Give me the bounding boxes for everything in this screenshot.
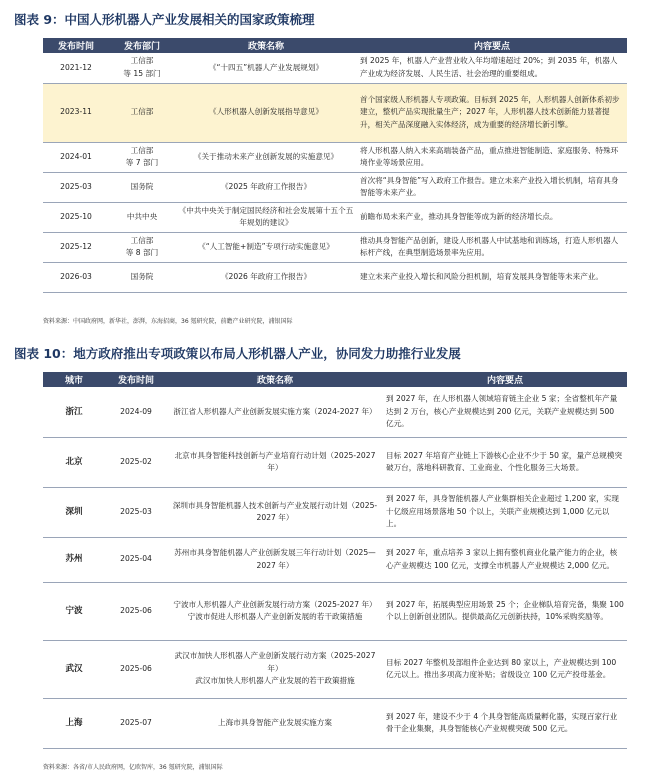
row-dept: 国务院 [109,172,175,202]
row-dept: 中共中央 [109,202,175,232]
table-row [43,262,627,292]
row-content: 到 2027 年，在人形机器人领域培育链主企业 5 家；全省整机年产量达到 2 万台，核心产业规模达到 200 亿元，关联产业规模达到 500 亿元。 [383,387,627,437]
header-policy-name: 政策名称 [167,372,383,387]
row-policy-name: 《人形机器人创新发展指导意见》 [175,83,357,142]
row-city: 上海 [43,698,105,748]
header-date: 发布时间 [105,372,167,387]
table-row [43,640,627,698]
row-date: 2025-04 [105,537,167,582]
row-content: 首个国家级人形机器人专项政策。目标到 2025 年，人形机器人创新体系初步建立，整机产品实现批量生产；2027 年，人形机器人技术创新能力显著提升，相关产品深度融入实体经济，成为重要的经济增长新引擎。 [357,83,627,142]
row-date: 2023-11 [43,83,109,142]
row-city: 宁波 [43,582,105,640]
header-policy-name: 政策名称 [175,38,357,53]
row-date: 2024-09 [105,387,167,437]
row-city: 深圳 [43,487,105,537]
row-policy-name: 《“人工智能+制造”专项行动实施意见》 [175,232,357,262]
national-policy-table [43,38,627,293]
row-city: 武汉 [43,640,105,698]
row-policy-name: 武汉市加快人形机器人产业创新发展行动方案（2025-2027 年） 武汉市加快人形机器人产业发展的若干政策措施 [167,640,383,698]
row-date: 2025-03 [105,487,167,537]
row-date: 2026-03 [43,262,109,292]
row-date: 2025-10 [43,202,109,232]
row-city: 浙江 [43,387,105,437]
row-date: 2021-12 [43,53,109,83]
row-content: 将人形机器人纳入未来高端装备产品，重点推进智能制造、家庭服务、特殊环境作业等场景应用。 [357,142,627,172]
row-content: 到 2027 年，具身智能机器人产业集群相关企业超过 1,200 家，实现十亿级应用场景落地 50 个以上，关联产业规模达到 1,000 亿元以上。 [383,487,627,537]
row-policy-name: 浙江省人形机器人产业创新发展实施方案（2024-2027 年） [167,387,383,437]
row-policy-name: 《中共中央关于制定国民经济和社会发展第十五个五年规划的建议》 [175,202,357,232]
row-date: 2024-01 [43,142,109,172]
row-policy-name: 《“十四五”机器人产业发展规划》 [175,53,357,83]
table1-title: 图表 9：中国人形机器人产业发展相关的国家政策梳理 [14,12,315,27]
row-policy-name: 《关于推动未来产业创新发展的实施意见》 [175,142,357,172]
row-content: 前瞻布局未来产业，推动具身智能等成为新的经济增长点。 [357,202,627,232]
table1-source: 资料来源：中国政府网，新华社，澎湃，东海招商，36 氪研究院，前瞻产业研究院，浦银国际 [43,318,293,325]
row-policy-name: 《2026 年政府工作报告》 [175,262,357,292]
header-dept: 发布部门 [109,38,175,53]
row-dept: 工信部 [109,83,175,142]
table-row [43,202,627,232]
table-row [43,437,627,487]
row-date: 2025-02 [105,437,167,487]
row-date: 2025-06 [105,640,167,698]
table-row [43,537,627,582]
header-content: 内容要点 [383,372,627,387]
table-row [43,232,627,262]
header-city: 城市 [43,372,105,387]
row-dept: 工信部 等 15 部门 [109,53,175,83]
table-row [43,582,627,640]
row-content: 到 2027 年，拓展典型应用场景 25 个；企业梯队培育完备，集聚 100 个以上创新创业团队。提供最高亿元创新扶持，10%采购奖励等。 [383,582,627,640]
table-row [43,172,627,202]
row-city: 苏州 [43,537,105,582]
header-date: 发布时间 [43,38,109,53]
row-date: 2025-03 [43,172,109,202]
row-content: 目标 2027 年整机及部组件企业达到 80 家以上，产业规模达到 100 亿元以上。推出多项高力度补贴；省级设立 100 亿元产投母基金。 [383,640,627,698]
row-dept: 工信部 等 8 部门 [109,232,175,262]
row-dept: 国务院 [109,262,175,292]
row-date: 2025-12 [43,232,109,262]
row-policy-name: 上海市具身智能产业发展实施方案 [167,698,383,748]
row-city: 北京 [43,437,105,487]
row-dept: 工信部 等 7 部门 [109,142,175,172]
table-header-row [43,38,627,53]
row-content: 建立未来产业投入增长和风险分担机制，培育发展具身智能等未来产业。 [357,262,627,292]
row-content: 到 2025 年，机器人产业营业收入年均增速超过 20%；到 2035 年，机器人产业成为经济发展、人民生活、社会治理的重要组成。 [357,53,627,83]
local-policy-table [43,372,627,749]
row-content: 目标 2027 年培育产业链上下游核心企业不少于 50 家，量产总规模突破万台，落地科研教育、工业商业、个性化服务三大场景。 [383,437,627,487]
table-row [43,83,627,142]
table2-source: 资料来源：各省/市人民政府网，亿欧智库，36 氪研究院，浦银国际 [43,764,223,771]
table-row [43,142,627,172]
table-row [43,487,627,537]
table-row [43,53,627,83]
row-content: 到 2027 年，建设不少于 4 个具身智能高质量孵化器，实现百家行业骨干企业集聚，具身智能核心产业规模突破 500 亿元。 [383,698,627,748]
table2-title: 图表 10：地方政府推出专项政策以布局人形机器人产业，协同发力助推行业发展 [14,346,461,361]
row-policy-name: 苏州市具身智能机器人产业创新发展三年行动计划（2025—2027 年） [167,537,383,582]
row-policy-name: 宁波市人形机器人产业创新发展行动方案（2025-2027 年） 宁波市促进人形机器人产业创新发展的若干政策措施 [167,582,383,640]
row-date: 2025-07 [105,698,167,748]
row-content: 首次将“具身智能”写入政府工作报告。建立未来产业投入增长机制，培育具身智能等未来产业。 [357,172,627,202]
row-content: 推动具身智能产品创新，建设人形机器人中试基地和训练场，打造人形机器人标杆产线，在典型制造场景率先应用。 [357,232,627,262]
row-policy-name: 深圳市具身智能机器人技术创新与产业发展行动计划（2025-2027 年） [167,487,383,537]
row-content: 到 2027 年，重点培养 3 家以上拥有整机商业化量产能力的企业，核心产业规模达 100 亿元，支撑全市机器人产业规模达 2,000 亿元。 [383,537,627,582]
table-row [43,698,627,748]
table-row [43,387,627,437]
row-date: 2025-06 [105,582,167,640]
row-policy-name: 《2025 年政府工作报告》 [175,172,357,202]
row-policy-name: 北京市具身智能科技创新与产业培育行动计划（2025-2027 年） [167,437,383,487]
table-header-row [43,372,627,387]
header-content: 内容要点 [357,38,627,53]
